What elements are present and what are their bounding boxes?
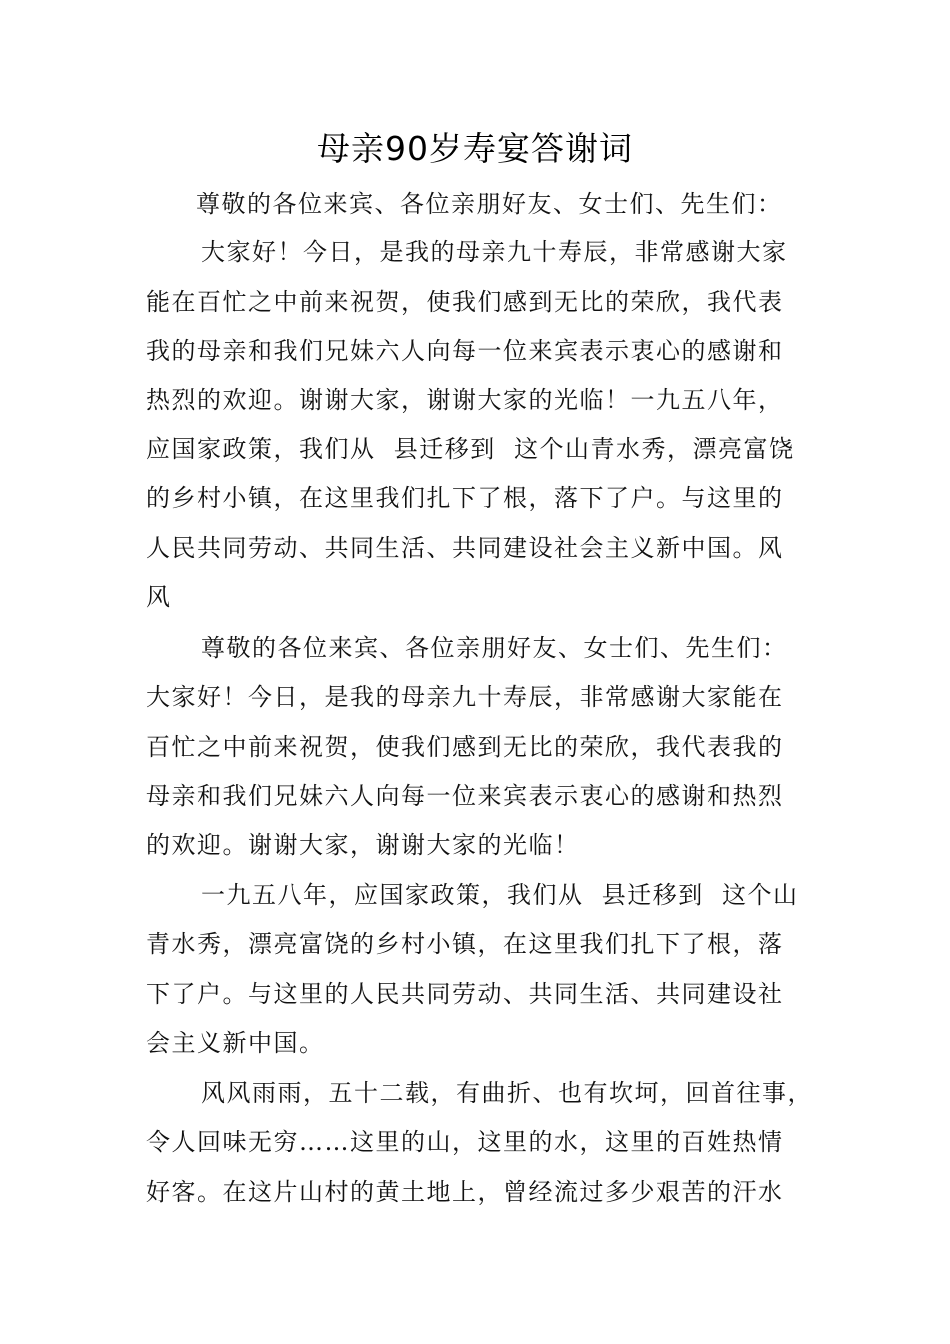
text-line: 的乡村小镇，在这里我们扎下了根，落下了户。与这里的 xyxy=(146,484,784,512)
text-line: 下了户。与这里的人民共同劳动、共同生活、共同建设社 xyxy=(146,980,784,1008)
text-line: 尊敬的各位来宾、各位亲朋好友、女士们、先生们： xyxy=(201,634,788,662)
text-line: 人民共同劳动、共同生活、共同建设社会主义新中国。风 xyxy=(146,534,784,562)
text-line: 好客。在这片山村的黄土地上，曾经流过多少艰苦的汗水 xyxy=(146,1178,784,1206)
text-line: 会主义新中国。 xyxy=(146,1029,325,1057)
text-line: 百忙之中前来祝贺，使我们感到无比的荣欣，我代表我的 xyxy=(146,733,784,761)
text-line: 令人回味无穷……这里的山，这里的水，这里的百姓热情 xyxy=(146,1128,784,1156)
text-line: 风风雨雨，五十二载，有曲折、也有坎坷，回首往事， xyxy=(201,1079,813,1107)
text-line: 一九五八年，应国家政策，我们从 县迁移到 这个山 xyxy=(201,881,799,909)
text-line: 风 xyxy=(146,583,172,611)
text-line: 热烈的欢迎。谢谢大家，谢谢大家的光临！一九五八年， xyxy=(146,386,784,414)
text-line: 尊敬的各位来宾、各位亲朋好友、女士们、先生们： xyxy=(196,190,783,218)
text-line: 我的母亲和我们兄妹六人向每一位来宾表示衷心的感谢和 xyxy=(146,337,784,365)
text-line: 的欢迎。谢谢大家，谢谢大家的光临！ xyxy=(146,831,580,859)
text-line: 大家好！今日，是我的母亲九十寿辰，非常感谢大家能在 xyxy=(146,683,784,711)
text-line: 母亲和我们兄妹六人向每一位来宾表示衷心的感谢和热烈 xyxy=(146,782,784,810)
document-title: 母亲90岁寿宴答谢词 xyxy=(317,129,633,168)
text-line: 大家好！今日，是我的母亲九十寿辰，非常感谢大家 xyxy=(201,238,788,266)
text-line: 能在百忙之中前来祝贺，使我们感到无比的荣欣，我代表 xyxy=(146,288,784,316)
text-line: 青水秀，漂亮富饶的乡村小镇，在这里我们扎下了根，落 xyxy=(146,930,784,958)
text-line: 应国家政策，我们从 县迁移到 这个山青水秀，漂亮富饶 xyxy=(146,435,795,463)
